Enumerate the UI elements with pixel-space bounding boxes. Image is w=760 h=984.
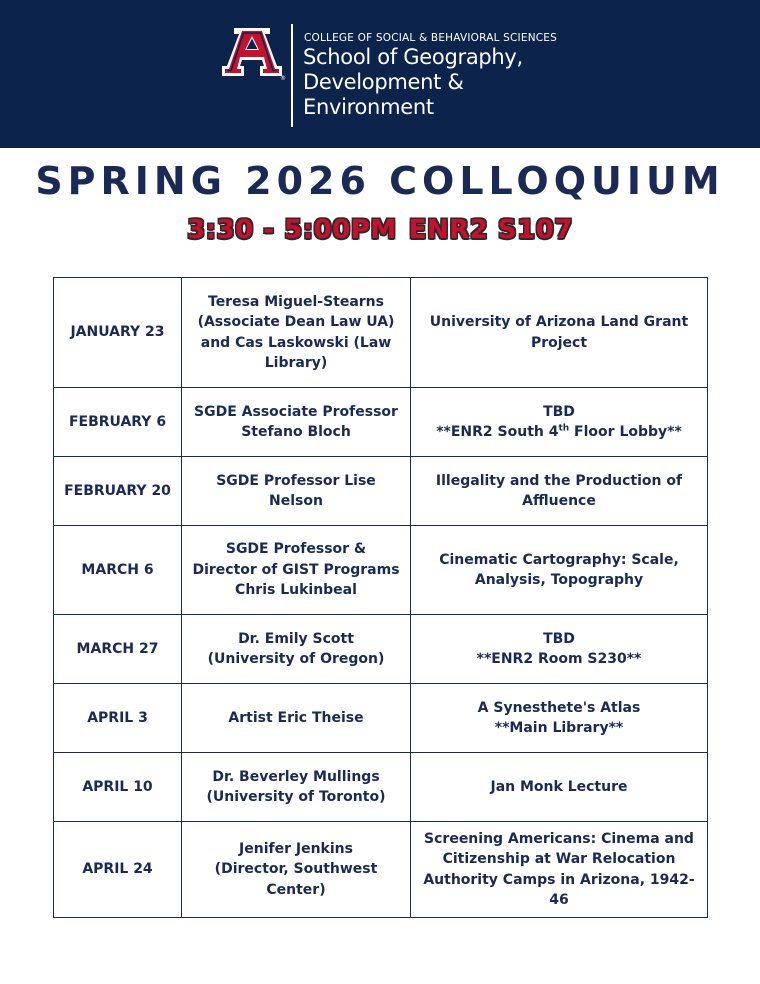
speaker-cell xyxy=(182,457,411,526)
table-row xyxy=(54,457,708,526)
speaker-line: Library) xyxy=(264,355,328,371)
topic-cell xyxy=(411,822,708,918)
topic-line: Analysis, Topography xyxy=(474,572,644,588)
speaker-line: Center) xyxy=(266,881,326,898)
topic-line: Project xyxy=(530,334,588,351)
table-row xyxy=(54,526,708,615)
topic-line: **ENR2 Room S230** xyxy=(476,651,642,667)
topic-cell xyxy=(411,388,708,457)
schedule-table xyxy=(53,277,708,918)
speaker-cell xyxy=(182,822,411,918)
speaker-line: SGDE Professor & xyxy=(225,541,367,558)
time-location xyxy=(0,210,760,250)
topic-line: **ENR2 South 4th Floor Lobby** xyxy=(436,423,682,440)
speaker-line: Dr. Beverley Mullings xyxy=(212,768,380,785)
header-banner xyxy=(0,0,760,148)
date-cell: MARCH 27 xyxy=(54,615,182,684)
speaker-cell xyxy=(182,278,411,388)
header-divider xyxy=(291,24,293,127)
table-row xyxy=(54,753,708,822)
college-name: COLLEGE OF SOCIAL & BEHAVIORAL SCIENCES xyxy=(304,32,557,44)
school-name-line: Environment xyxy=(303,95,434,119)
table-row xyxy=(54,615,708,684)
ordinal-suffix: th xyxy=(558,423,570,434)
topic-line: Illegality and the Production of xyxy=(435,472,683,489)
speaker-line: Director of GIST Programs xyxy=(192,561,400,578)
time-text: 3:30 - 5:00PM xyxy=(187,215,397,245)
topic-line: Cinematic Cartography: Scale, xyxy=(439,551,679,568)
date-cell: APRIL 24 xyxy=(54,822,182,918)
speaker-cell xyxy=(182,388,411,457)
page-title: SPRING 2026 COLLOQUIUM xyxy=(35,159,725,203)
location-text: ENR2 S107 xyxy=(408,215,573,245)
speaker-line: (Director, Southwest xyxy=(214,861,378,878)
topic-line: A Synesthete's Atlas xyxy=(477,699,641,716)
date-cell: JANUARY 23 xyxy=(54,278,182,388)
topic-line: Citizenship at War Relocation xyxy=(442,851,676,867)
table-row xyxy=(54,684,708,753)
topic-cell xyxy=(411,278,708,388)
date-cell: APRIL 3 xyxy=(54,684,182,753)
table-row xyxy=(54,822,708,918)
topic-line: Screening Americans: Cinema and xyxy=(424,830,694,847)
topic-cell xyxy=(411,684,708,753)
topic-cell xyxy=(411,457,708,526)
speaker-cell xyxy=(182,615,411,684)
speaker-line: Chris Lukinbeal xyxy=(235,582,357,599)
date-cell: FEBRUARY 20 xyxy=(54,457,182,526)
university-of-arizona-logo-icon xyxy=(220,26,284,80)
topic-line: TBD xyxy=(543,403,575,420)
speaker-line: SGDE Associate Professor xyxy=(194,403,398,420)
speaker-line: and Cas Laskowski (Law xyxy=(200,334,392,351)
topic-line: Jan Monk Lecture xyxy=(490,778,628,795)
speaker-line: Dr. Emily Scott xyxy=(238,630,354,647)
speaker-line: (University of Toronto) xyxy=(206,789,386,805)
school-name-line: School of Geography, xyxy=(303,45,523,69)
speaker-cell xyxy=(182,684,411,753)
speaker-line: SGDE Professor Lise Nelson xyxy=(216,472,376,509)
speaker-line: (Associate Dean Law UA) xyxy=(197,314,395,330)
topic-cell xyxy=(411,526,708,615)
topic-cell xyxy=(411,615,708,684)
date-cell: FEBRUARY 6 xyxy=(54,388,182,457)
speaker-line: Stefano Bloch xyxy=(241,424,351,440)
speaker-cell xyxy=(182,753,411,822)
date-cell: MARCH 6 xyxy=(54,526,182,615)
topic-line: **Main Library** xyxy=(494,720,624,736)
speaker-line: Artist Eric Theise xyxy=(228,709,364,726)
topic-cell xyxy=(411,753,708,822)
table-row xyxy=(54,388,708,457)
school-name-line: Development & xyxy=(303,70,464,94)
speaker-line: (University of Oregon) xyxy=(207,651,385,667)
topic-line: Affluence xyxy=(522,493,596,509)
registered-mark: ® xyxy=(280,75,286,82)
speaker-line: Teresa Miguel-Stearns xyxy=(208,293,384,310)
speaker-cell xyxy=(182,526,411,615)
topic-line: TBD xyxy=(543,630,575,647)
topic-line: Authority Camps in Arizona, 1942-46 xyxy=(423,871,695,908)
table-row xyxy=(54,278,708,388)
topic-line: University of Arizona Land Grant xyxy=(429,314,689,330)
school-name xyxy=(303,45,553,120)
date-cell: APRIL 10 xyxy=(54,753,182,822)
speaker-line: Jenifer Jenkins xyxy=(239,840,353,857)
